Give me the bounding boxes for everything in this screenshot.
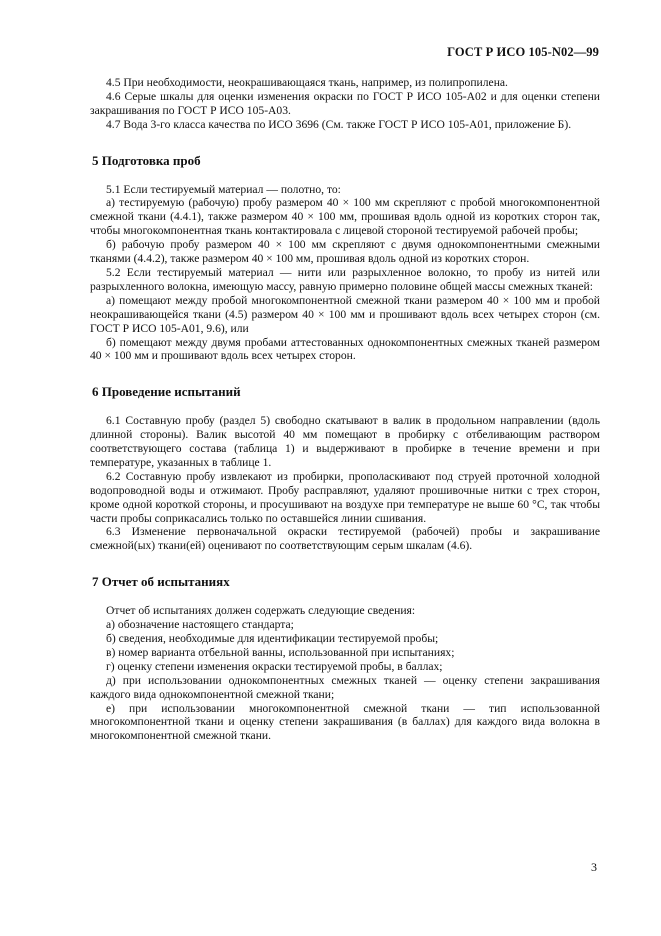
paragraph-7-b: б) сведения, необходимые для идентификации тестируемой пробы; xyxy=(106,632,439,645)
paragraph-5-1-b: б) рабочую пробу размером 40 × 100 мм скрепляют с двумя однокомпонентными смежными тканями (4.4.2), также размером 40 × 100 мм, прошивая вдоль одной из коротких сторон. xyxy=(90,238,600,266)
paragraph-7-e: д) при использовании однокомпонентных смежных тканей — оценку степени закрашивания каждого вида однокомпонентной смежной ткани; xyxy=(90,673,600,701)
paragraph-5-1: 5.1 Если тестируемый материал — полотно, то: xyxy=(106,182,341,196)
standard-header: ГОСТ Р ИСО 105-N02—99 xyxy=(447,45,599,59)
paragraph-4-7: 4.7 Вода 3-го класса качества по ИСО 3696 (См. также ГОСТ Р ИСО 105-А01, приложение Б). xyxy=(106,117,572,131)
paragraph-6-1: 6.1 Составную пробу (раздел 5) свободно скатывают в валик в продольном направлении (вдоль длинной стороны). Валик высотой 40 мм помещают в пробирку с отбеливающим раствором соответствующего состава (таблица 1) и выдерживают в пробирке в течение времени и при температуре, указанных в таблице 1. xyxy=(90,414,600,469)
section-5-title: 5 Подготовка проб xyxy=(92,152,201,168)
section-7-title: 7 Отчет об испытаниях xyxy=(92,574,230,590)
paragraph-7-intro: Отчет об испытаниях должен содержать следующие сведения: xyxy=(106,604,416,618)
paragraph-6-3: 6.3 Изменение первоначальной окраски тестируемой (рабочей) пробы и закрашивание смежной(ых) ткани(ей) оценивают по соответствующим серым шкалам (4.6). xyxy=(90,525,600,553)
paragraph-7-a: а) обозначение настоящего стандарта; xyxy=(106,618,294,632)
paragraph-5-2: 5.2 Если тестируемый материал — нити или разрыхленное волокно, то пробу из нитей или разрыхленного волокна, имеющую массу, равную примерно половине общей массы смежных тканей: xyxy=(90,265,600,293)
section-6-title: 6 Проведение испытаний xyxy=(92,384,241,400)
paragraph-7-f: е) при использовании многокомпонентной смежной ткани — тип использованной многокомпонентной ткани и оценку степени закрашивания (в баллах) для каждого вида волокна в многокомпонентной смежной ткани. xyxy=(90,701,600,743)
paragraph-6-2: 6.2 Составную пробу извлекают из пробирки, прополаскивают под струей проточной холодной водопроводной воды и отжимают. Пробу расправляют, удаляют прошивочные нитки с трех сторон, кроме одной короткой стороны, и просушивают на воздухе при температуре не выше 60 °С, так чтобы части пробы соприкасались только по оставшейся линии сшивания. xyxy=(90,469,600,525)
paragraph-5-2-a: а) помещают между пробой многокомпонентной смежной ткани размером 40 × 100 мм и пробой неокрашивающейся ткани (4.5) размером 40 × 100 мм и прошивают вдоль всех четырех сторон (см. ГОСТ Р ИСО 105-А01, 9.6), или xyxy=(90,293,600,335)
page-body xyxy=(90,76,600,743)
paragraph-4-6: 4.6 Серые шкалы для оценки изменения окраски по ГОСТ Р ИСО 105-А02 и для оценки степени закрашивания по ГОСТ Р ИСО 105-А03. xyxy=(90,89,600,117)
paragraph-5-2-b: б) помещают между двумя пробами аттестованных однокомпонентных смежных тканей размером 40 × 100 мм и прошивают вдоль всех четырех сторон. xyxy=(90,335,600,363)
paragraph-4-5: 4.5 При необходимости, неокрашивающаяся ткань, например, из полипропилена. xyxy=(106,76,508,89)
paragraph-5-1-a: а) тестируемую (рабочую) пробу размером 40 × 100 мм скрепляют с пробой многокомпонентной смежной ткани (4.4.1), также размером 40 × 100 мм, прошивая вдоль одной из коротких сторон так, чтобы многокомпонентная ткань контактировала с лицевой стороной тестируемой рабочей пробы; xyxy=(90,196,600,238)
page-number: 3 xyxy=(591,860,597,874)
paragraph-7-c: в) номер варианта отбельной ванны, использованной при испытаниях; xyxy=(106,645,455,659)
paragraph-7-d: г) оценку степени изменения окраски тестируемой пробы, в баллах; xyxy=(106,659,443,673)
